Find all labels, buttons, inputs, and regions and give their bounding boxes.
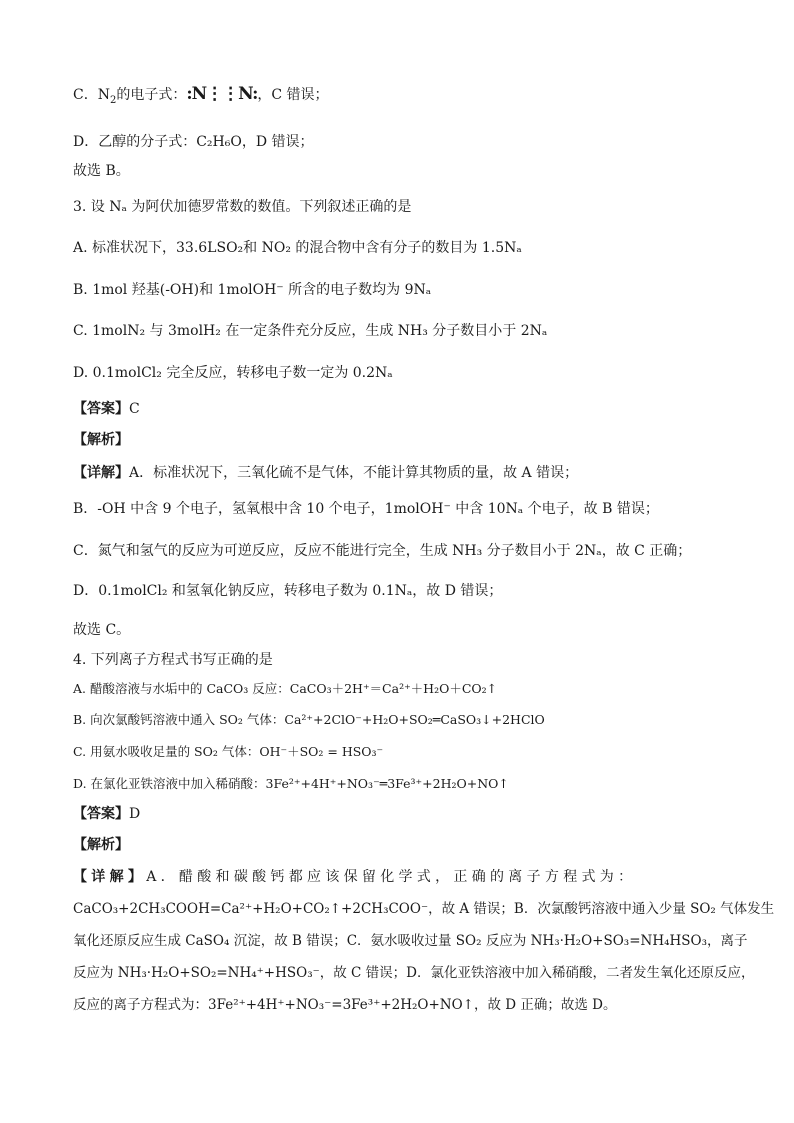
q3-detail-d: D．0.1molCl₂ 和氢氧化钠反应，转移电子数为 0.1Nₐ，故 D 错误； xyxy=(73,583,503,599)
q2-option-d-line: D．乙醇的分子式：C₂H₆O，D 错误； xyxy=(73,134,314,150)
q3-option-c: C. 1molN₂ 与 3molH₂ 在一定条件充分反应，生成 NH₃ 分子数目小于 2Nₐ xyxy=(73,323,548,339)
q4-detail-line-2: CaCO₃+2CH₃COOH=Ca²⁺+H₂O+CO₂↑+2CH₃COO⁻，故 A 错误；B．次氯酸钙溶液中通入少量 SO₂ 气体发生 xyxy=(73,901,775,917)
q3-option-a: A. 标准状况下，33.6LSO₂和 NO₂ 的混合物中含有分子的数目为 1.5Nₐ xyxy=(73,240,522,256)
q3-detail-c: C．氮气和氢气的反应为可逆反应，反应不能进行完全，生成 NH₃ 分子数目小于 2Nₐ，故 C 正确； xyxy=(73,543,692,559)
q4-option-d: D. 在氯化亚铁溶液中加入稀硝酸：3Fe²⁺+4H⁺+NO₃⁻═3Fe³⁺+2H₂O+NO↑ xyxy=(73,776,509,791)
q3-detail-b: B．-OH 中含 9 个电子，氢氧根中含 10 个电子，1molOH⁻ 中含 10Nₐ 个电子，故 B 错误； xyxy=(73,501,659,517)
q3-analysis-heading: 【解析】 xyxy=(73,432,129,448)
q3-option-d: D. 0.1molCl₂ 完全反应，转移电子数一定为 0.2Nₐ xyxy=(73,365,393,381)
q3-stem: 3. 设 Nₐ 为阿伏加德罗常数的数值。下列叙述正确的是 xyxy=(73,199,412,215)
q3-select-line: 故选 C。 xyxy=(73,622,131,638)
q4-analysis-heading: 【解析】 xyxy=(73,837,129,853)
q3-answer: 【答案】C xyxy=(73,401,140,417)
q4-option-b: B. 向次氯酸钙溶液中通入 SO₂ 气体：Ca²⁺+2ClO⁻+H₂O+SO₂═CaSO₃↓+2HClO xyxy=(73,712,545,727)
q4-detail-line-3: 氧化还原反应生成 CaSO₄ 沉淀，故 B 错误；C．氨水吸收过量 SO₂ 反应为 NH₃·H₂O+SO₃=NH₄HSO₃，离子 xyxy=(73,933,748,949)
q4-option-c: C. 用氨水吸收足量的 SO₂ 气体：OH⁻＋SO₂ = HSO₃⁻ xyxy=(73,744,384,759)
q2-select-line: 故选 B。 xyxy=(73,163,130,179)
q4-option-a: A. 醋酸溶液与水垢中的 CaCO₃ 反应：CaCO₃＋2H⁺＝Ca²⁺＋H₂O＋CO₂↑ xyxy=(73,681,498,696)
q4-stem: 4. 下列离子方程式书写正确的是 xyxy=(73,652,273,668)
q4-detail-line-4: 反应为 NH₃·H₂O+SO₂=NH₄⁺+HSO₃⁻，故 C 错误；D．氯化亚铁溶液中加入稀硝酸，二者发生氧化还原反应， xyxy=(73,965,755,981)
q4-detail-line-1: 【详解】A．醋酸和碳酸钙都应该保留化学式，正确的离子方程式为： xyxy=(73,869,637,885)
q4-answer: 【答案】D xyxy=(73,806,141,822)
lewis-structure: :N⋮⋮N: xyxy=(186,84,258,104)
q3-option-b: B. 1mol 羟基(-OH)和 1molOH⁻ 所含的电子数均为 9Nₐ xyxy=(73,282,432,298)
q2-option-c-line: C．$N_2$的电子式：:N⋮⋮N:，C 错误； xyxy=(73,84,329,106)
q4-detail-line-5: 反应的离子方程式为：3Fe²⁺+4H⁺+NO₃⁻=3Fe³⁺+2H₂O+NO↑，故 D 正确；故选 D。 xyxy=(73,997,617,1013)
q3-detail-a: 【详解】A．标准状况下，三氧化硫不是气体，不能计算其物质的量，故 A 错误； xyxy=(73,465,579,481)
